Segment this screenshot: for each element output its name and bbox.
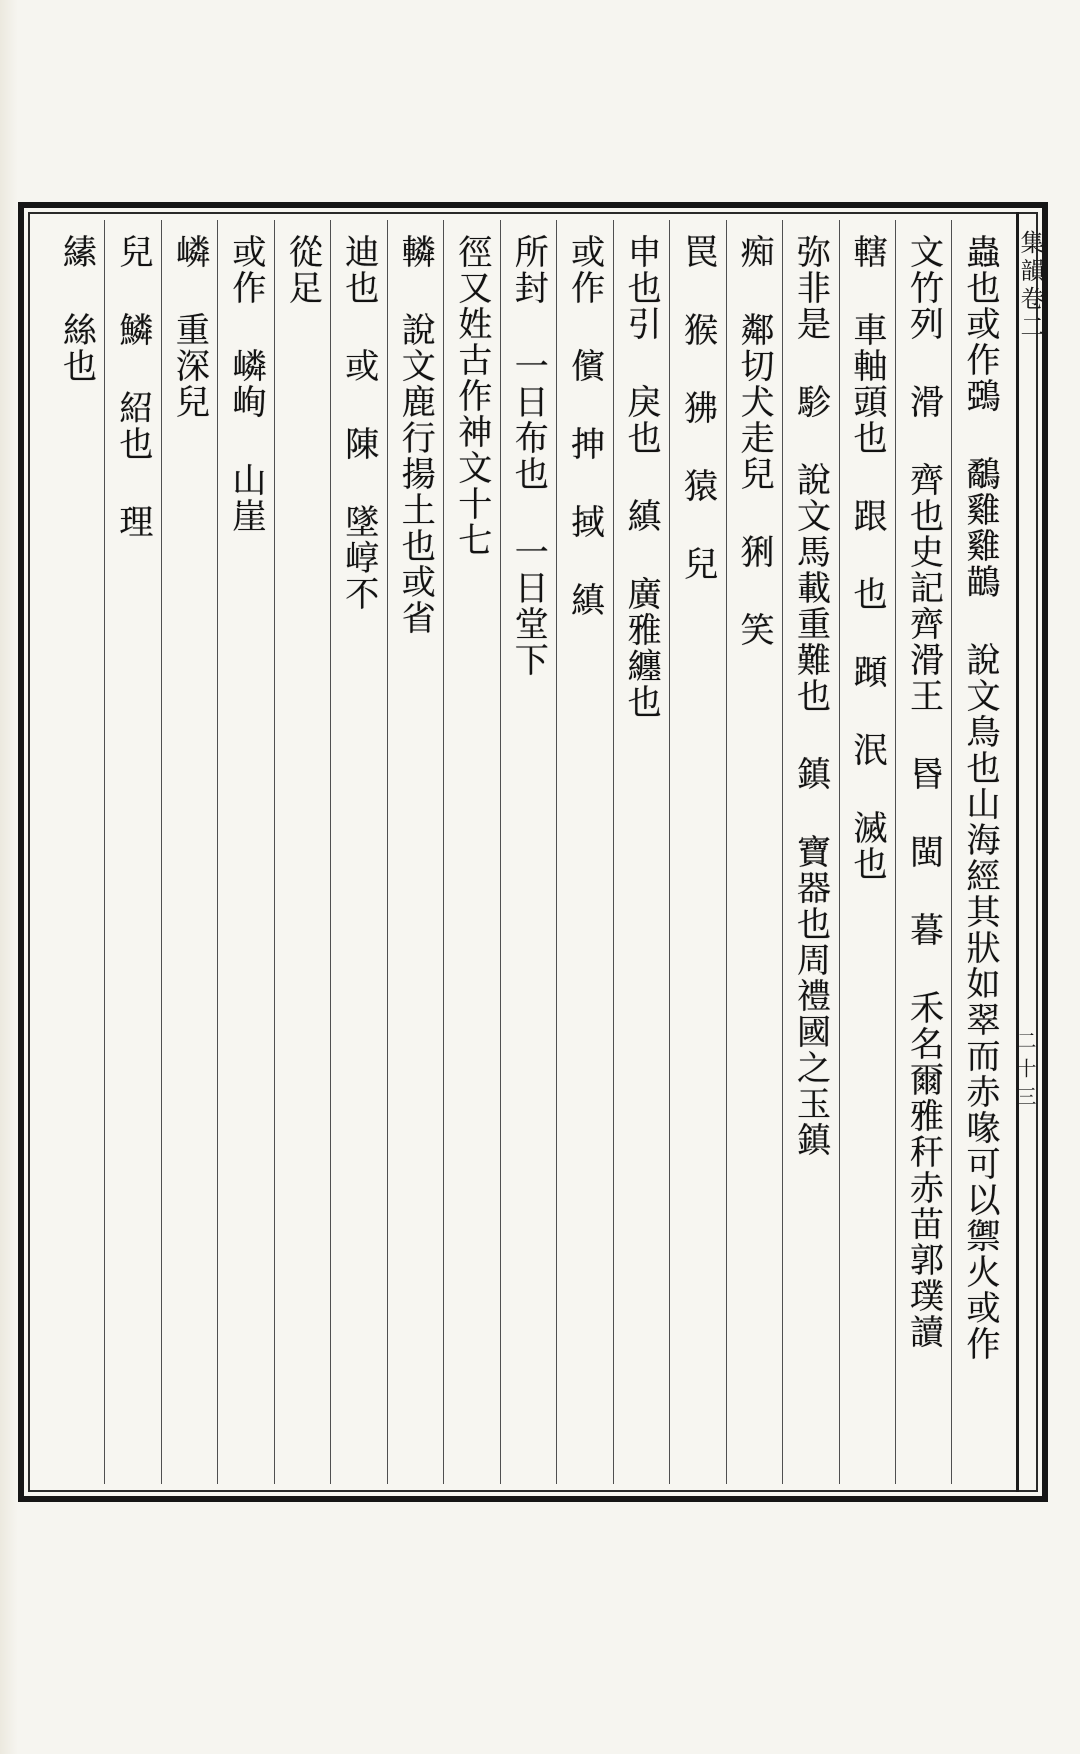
column-text: 申也引 戾也 縝 廣雅纏也 bbox=[621, 234, 662, 720]
column-text: 或作 儐 抻 掝 縝 bbox=[564, 234, 605, 618]
column-text: 所封 一日布也 一日堂下 bbox=[508, 234, 549, 678]
text-column bbox=[161, 220, 217, 1484]
text-column bbox=[613, 220, 669, 1484]
text-column bbox=[330, 220, 386, 1484]
text-column bbox=[274, 220, 330, 1484]
running-header: 集韻卷二 bbox=[1016, 230, 1044, 342]
text-column bbox=[951, 220, 1007, 1484]
column-text: 徑又姓古作神文十七 bbox=[451, 234, 492, 558]
text-column bbox=[217, 220, 273, 1484]
column-text: 從足 bbox=[282, 234, 323, 306]
text-column bbox=[48, 220, 104, 1484]
page-number: 二十三 bbox=[1013, 1030, 1037, 1114]
column-text: 或作 嶙峋 山崖 bbox=[225, 234, 266, 534]
column-text: 罠 猴 狒 猿 兒 bbox=[677, 234, 718, 582]
text-column bbox=[839, 220, 895, 1484]
column-text: 轔 說文鹿行揚土也或省 bbox=[395, 234, 436, 636]
text-column bbox=[895, 220, 951, 1484]
text-column bbox=[726, 220, 782, 1484]
column-text: 縤 絲也 bbox=[56, 234, 97, 384]
text-column bbox=[104, 220, 160, 1484]
page-gutter bbox=[0, 0, 18, 1754]
text-column bbox=[782, 220, 838, 1484]
column-text: 文竹列 滑 齊也史記齊滑王 昬 閩 暮 禾名爾雅秆赤苗郭璞讀 bbox=[903, 234, 944, 1350]
column-text: 迪也 或 陳 墜崞不 bbox=[338, 234, 379, 612]
column-text: 轄 車軸頭也 跟 也 蹞 泯 滅也 bbox=[847, 234, 888, 882]
text-column bbox=[669, 220, 725, 1484]
text-column bbox=[387, 220, 443, 1484]
column-text: 嶙 重深兒 bbox=[169, 234, 210, 420]
column-text: 痴 鄰切犬走兒 猁 笑 bbox=[734, 234, 775, 648]
text-columns bbox=[48, 220, 1008, 1484]
text-column bbox=[443, 220, 499, 1484]
text-column bbox=[556, 220, 612, 1484]
text-column bbox=[500, 220, 556, 1484]
column-text: 兒 鱗 紹也 理 bbox=[112, 234, 153, 540]
column-text: 蟲也或作鵶 鷸雞雞鶓 說文鳥也山海經其狀如翠而赤喙可以禦火或作 bbox=[959, 234, 1000, 1362]
column-text: 弥非是 駗 說文馬載重難也 鎮 寶器也周禮國之玉鎮 bbox=[790, 234, 831, 1158]
